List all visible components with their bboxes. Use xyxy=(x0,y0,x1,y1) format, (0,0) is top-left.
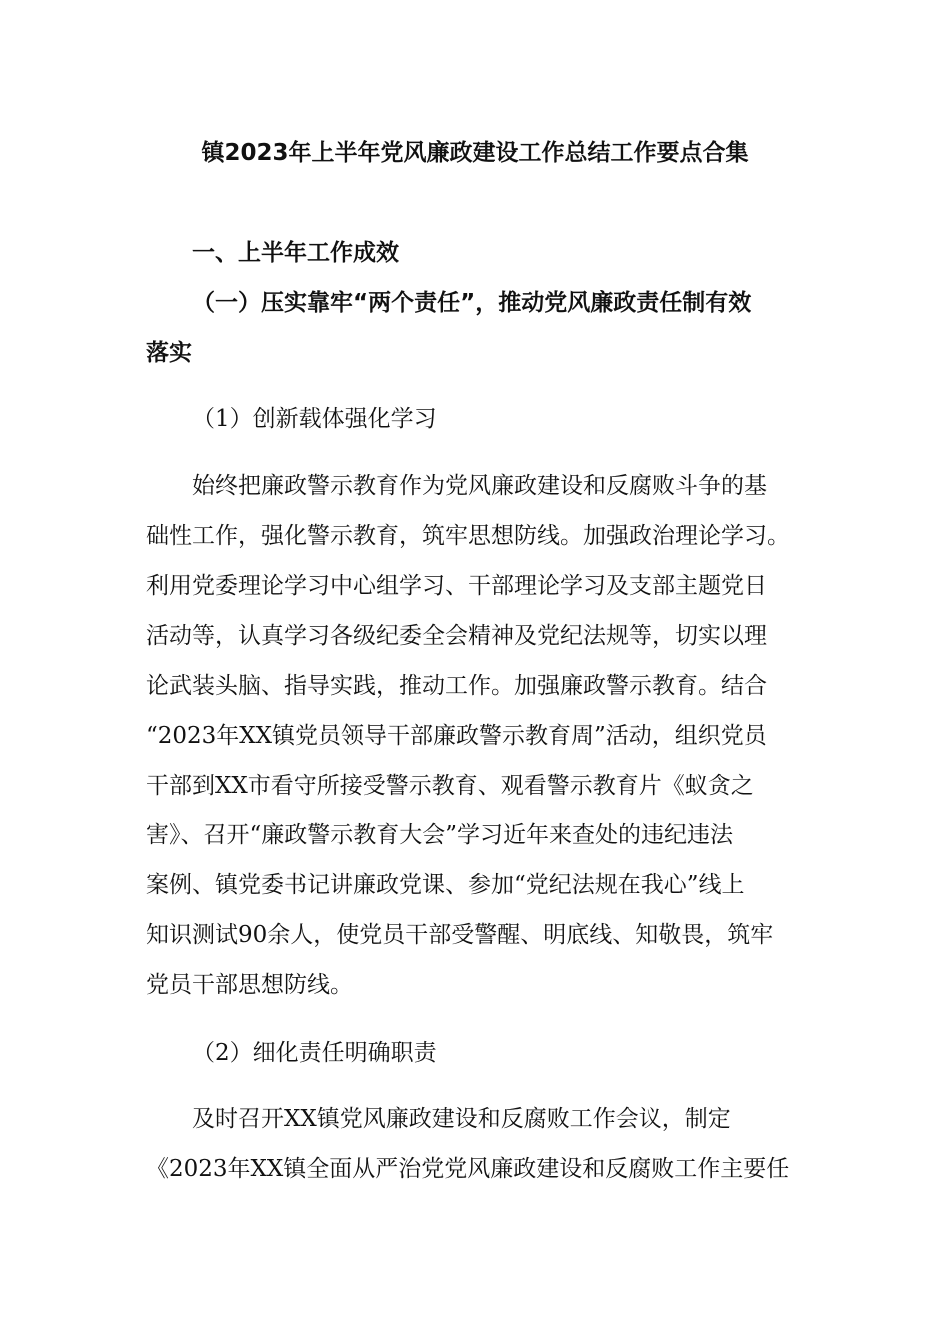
item-heading-2: （2）细化责任明确职责 xyxy=(192,1040,437,1066)
paragraph-line: 干部到XX市看守所接受警示教育、观看警示教育片《蚁贪之 xyxy=(146,773,754,799)
paragraph-line: 利用党委理论学习中心组学习、干部理论学习及支部主题党日 xyxy=(146,573,767,599)
paragraph-line: 活动等，认真学习各级纪委全会精神及党纪法规等，切实以理 xyxy=(146,623,767,649)
paragraph-line: 论武装头脑、指导实践，推动工作。加强廉政警示教育。结合 xyxy=(146,673,767,699)
paragraph-line: 始终把廉政警示教育作为党风廉政建设和反腐败斗争的基 xyxy=(192,473,767,499)
paragraph-line: 党员干部思想防线。 xyxy=(146,972,353,998)
subsection-heading-line-1: （一）压实靠牢“两个责任”，推动党风廉政责任制有效 xyxy=(192,290,752,316)
document-title: 镇2023年上半年党风廉政建设工作总结工作要点合集 xyxy=(201,140,749,166)
section-heading: 一、上半年工作成效 xyxy=(192,240,399,266)
paragraph-line: 案例、镇党委书记讲廉政党课、参加“党纪法规在我心”线上 xyxy=(146,872,745,898)
item-heading-1: （1）创新载体强化学习 xyxy=(192,406,437,432)
paragraph-line: 础性工作，强化警示教育，筑牢思想防线。加强政治理论学习。 xyxy=(146,523,790,549)
subsection-heading-line-2: 落实 xyxy=(146,340,192,366)
paragraph-line: 及时召开XX镇党风廉政建设和反腐败工作会议，制定 xyxy=(192,1106,731,1132)
paragraph-line: 《2023年XX镇全面从严治党党风廉政建设和反腐败工作主要任 xyxy=(146,1156,790,1182)
paragraph-line: 知识测试90余人，使党员干部受警醒、明底线、知敬畏，筑牢 xyxy=(146,922,774,948)
paragraph-line: 害》、召开“廉政警示教育大会”学习近年来查处的违纪违法 xyxy=(146,822,734,848)
paragraph-line: “2023年XX镇党员领导干部廉政警示教育周”活动，组织党员 xyxy=(146,723,767,749)
